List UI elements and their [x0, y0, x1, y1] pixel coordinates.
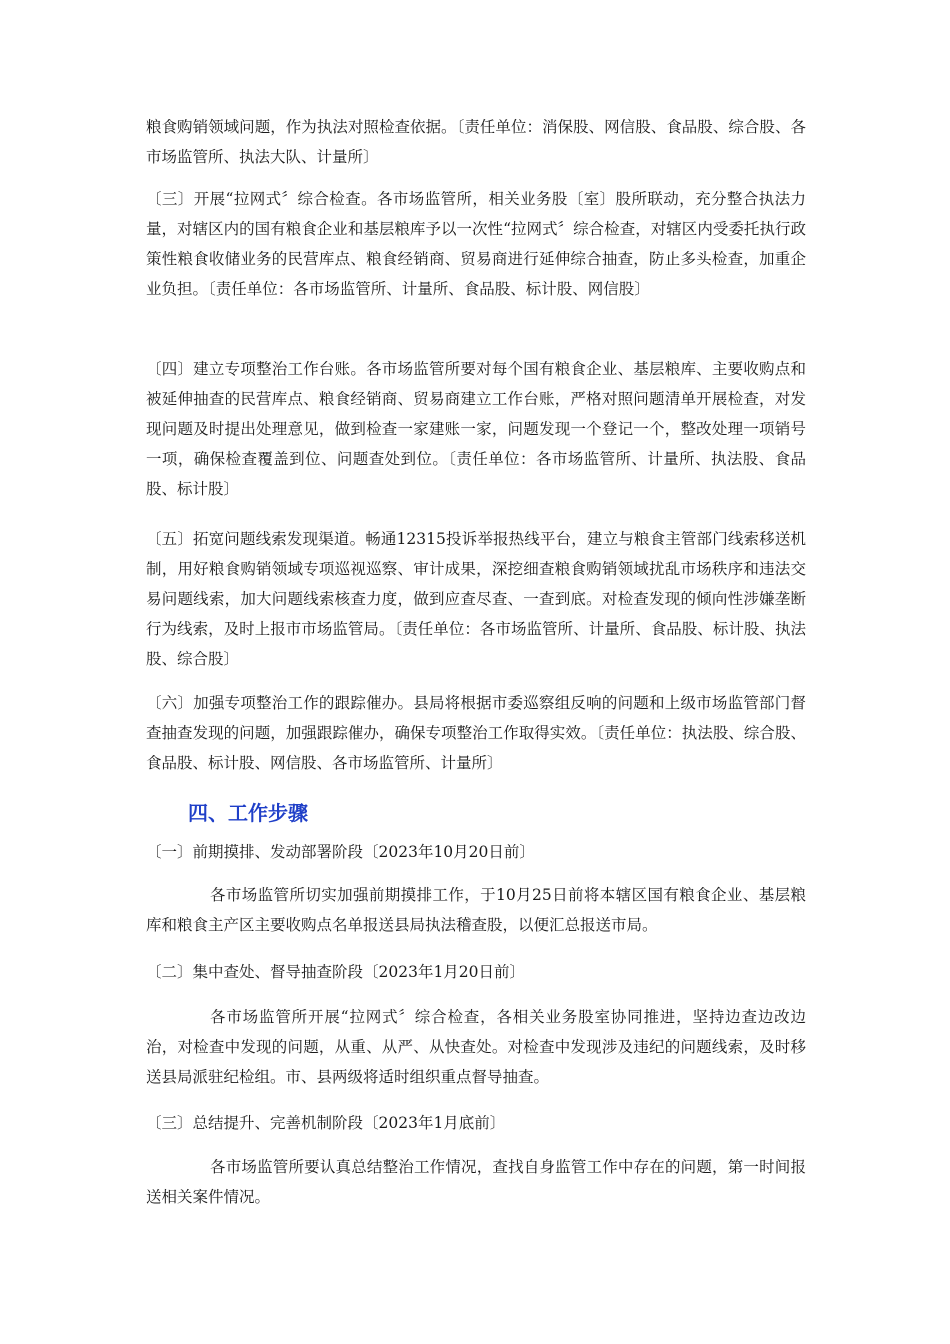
stage-3-title: 〔三〕总结提升、完善机制阶段〔2023年1月底前〕: [146, 1114, 506, 1132]
paragraph-responsibility-continuation: 粮食购销领域问题，作为执法对照检查依据。〔责任单位：消保股、网信股、食品股、综合股、各市场监管所、执法大队、计量所〕: [146, 118, 806, 166]
stage-1-title: 〔一〕前期摸排、发动部署阶段〔2023年10月20日前〕: [146, 843, 535, 861]
paragraph-item-4: 〔四〕建立专项整治工作台账。各市场监管所要对每个国有粮食企业、基层粮库、主要收购点和被延伸抽查的民营库点、粮食经销商、贸易商建立工作台账，严格对照问题清单开展检查，对发现问题及时提出处理意见，做到检查一家建账一家，问题发现一个登记一个，整改处理一项销号一项，确保检查覆盖到位、问题查处到位。〔责任单位：各市场监管所、计量所、执法股、食品股、标计股〕: [146, 360, 806, 498]
stage-3-body: 各市场监管所要认真总结整治工作情况，查找自身监管工作中存在的问题，第一时间报送相关案件情况。: [146, 1158, 806, 1206]
paragraph-item-6: 〔六〕加强专项整治工作的跟踪催办。县局将根据市委巡察组反响的问题和上级市场监管部门督查抽查发现的问题，加强跟踪催办，确保专项整治工作取得实效。〔责任单位：执法股、综合股、食品股、标计股、网信股、各市场监管所、计量所〕: [146, 694, 806, 772]
section-heading: 四、工作步骤: [188, 801, 308, 825]
stage-2-body: 各市场监管所开展“拉网式〞综合检查，各相关业务股室协同推进，坚持边查边改边治，对检查中发现的问题，从重、从严、从快查处。对检查中发现涉及违纪的问题线索，及时移送县局派驻纪检组。市、县两级将适时组织重点督导抽查。: [146, 1008, 806, 1086]
stage-2-title: 〔二〕集中查处、督导抽查阶段〔2023年1月20日前〕: [146, 963, 526, 981]
stage-1-body: 各市场监管所切实加强前期摸排工作，于10月25日前将本辖区国有粮食企业、基层粮库和粮食主产区主要收购点名单报送县局执法稽查股，以便汇总报送市局。: [146, 886, 806, 934]
paragraph-item-5: 〔五〕拓宽问题线索发现渠道。畅通12315投诉举报热线平台，建立与粮食主管部门线索移送机制，用好粮食购销领域专项巡视巡察、审计成果，深挖细查粮食购销领域扰乱市场秩序和违法交易问题线索，加大问题线索核查力度，做到应查尽查、一查到底。对检查发现的倾向性涉嫌垄断行为线索，及时上报市市场监管局。〔责任单位：各市场监管所、计量所、食品股、标计股、执法股、综合股〕: [146, 530, 806, 668]
paragraph-item-3: 〔三〕开展“拉网式〞综合检查。各市场监管所，相关业务股〔室〕股所联动，充分整合执法力量，对辖区内的国有粮食企业和基层粮库予以一次性“拉网式〞综合检查，对辖区内受委托执行政策性粮食收储业务的民营库点、粮食经销商、贸易商进行延伸综合抽查，防止多头检查，加重企业负担。〔责任单位：各市场监管所、计量所、食品股、标计股、网信股〕: [146, 190, 806, 298]
